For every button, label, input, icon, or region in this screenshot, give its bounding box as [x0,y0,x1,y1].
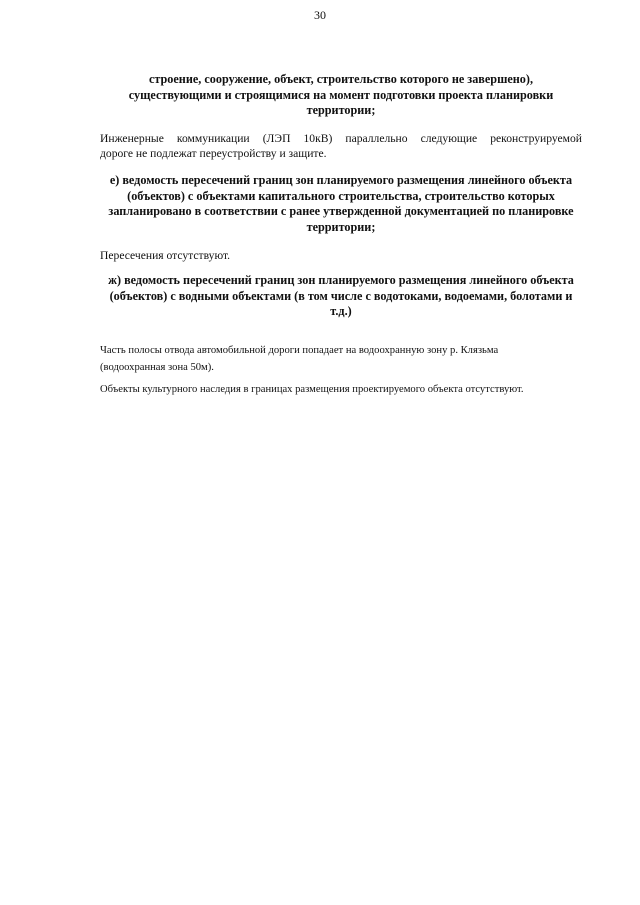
section-zh-heading [100,273,582,320]
heading-line: строение, сооружение, объект, строительство которого не завершено), [148,72,533,86]
paragraph-utilities [100,131,582,161]
heading-line: ж) ведомость пересечений границ зон планируемого размещения линейного объекта [108,273,574,287]
heading-line: е) ведомость пересечений границ зон планируемого размещения линейного объекта [109,173,573,187]
paragraph-line: Инженерные коммуникации (ЛЭП 10кВ) параллельно следующие реконструируемой [100,132,582,145]
paragraph-heritage [100,381,582,398]
section-e-heading [100,173,582,235]
section-d-tail-heading [100,72,582,119]
paragraph-line: (водоохранная зона 50м). [100,362,214,373]
heading-line: территории; [306,219,376,234]
heading-line: (объектов) с объектами капитального строительства, строительство которых [127,188,555,203]
heading-line: запланировано в соответствии с ранее утвержденной документацией по планировке [108,204,574,218]
paragraph-line: Часть полосы отвода автомобильной дороги попадает на водоохранную зону р. Клязьма [100,345,499,356]
paragraph-line: дороге не подлежат переустройству и защите. [100,147,327,160]
page-number: 30 [314,8,326,22]
heading-line: т.д.) [330,304,352,318]
heading-line: существующими и строящимися на момент подготовки проекта планировки [128,87,554,102]
paragraph-water-zone [100,342,582,376]
paragraph-no-intersections [100,248,582,263]
heading-line: (объектов) с водными объектами (в том числе с водотоками, водоемами, болотами и [109,288,573,303]
paragraph-line: Объекты культурного наследия в границах размещения проектируемого объекта отсутствуют. [100,384,524,395]
heading-line: территории; [306,103,376,117]
paragraph-line: Пересечения отсутствуют. [100,249,231,262]
